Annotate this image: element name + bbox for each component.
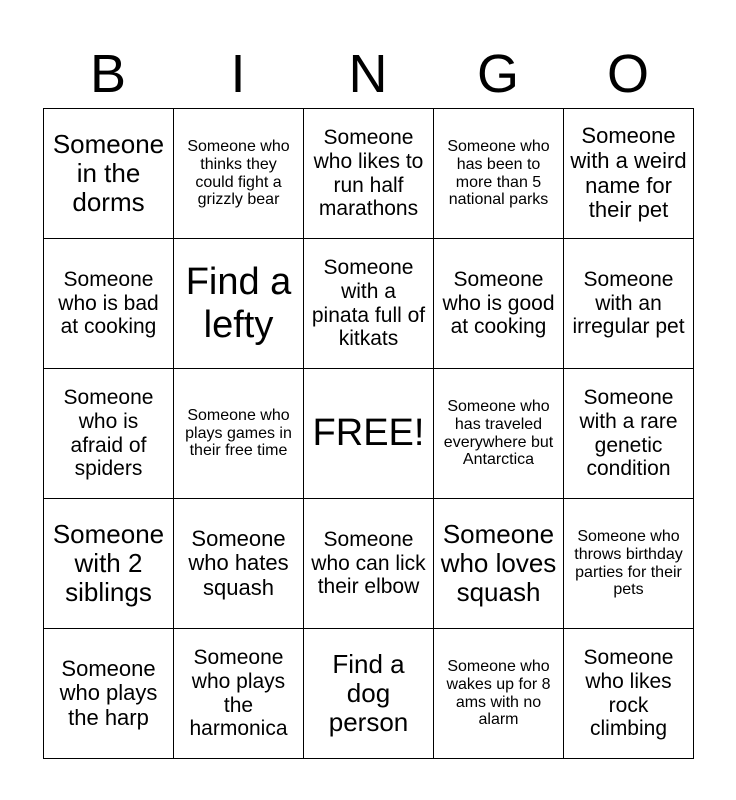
bingo-cell[interactable]: Someone with a pinata full of kitkats (304, 239, 434, 369)
bingo-header (43, 40, 693, 108)
free-space[interactable]: FREE! (304, 369, 434, 499)
board-row (44, 239, 694, 369)
bingo-cell[interactable]: Someone who hates squash (174, 499, 304, 629)
header-letter-i: I (230, 44, 246, 104)
bingo-cell[interactable]: Someone in the dorms (44, 109, 174, 239)
board-row (44, 499, 694, 629)
bingo-board (43, 108, 694, 759)
board-row (44, 629, 694, 759)
bingo-cell[interactable]: Someone who throws birthday parties for their pets (564, 499, 694, 629)
bingo-cell[interactable]: Someone who likes rock climbing (564, 629, 694, 759)
bingo-cell[interactable]: Someone who plays the harp (44, 629, 174, 759)
bingo-cell[interactable]: Someone who is good at cooking (434, 239, 564, 369)
bingo-cell[interactable]: Someone who is bad at cooking (44, 239, 174, 369)
header-letter-g: G (476, 44, 519, 104)
bingo-cell[interactable]: Find a lefty (174, 239, 304, 369)
bingo-cell[interactable]: Someone with an irregular pet (564, 239, 694, 369)
bingo-cell[interactable]: Someone who loves squash (434, 499, 564, 629)
bingo-cell[interactable]: Someone with a weird name for their pet (564, 109, 694, 239)
bingo-cell[interactable]: Someone who thinks they could fight a grizzly bear (174, 109, 304, 239)
bingo-cell[interactable]: Someone with a rare genetic condition (564, 369, 694, 499)
header-letter-n: N (348, 44, 388, 104)
header-letter-o: O (606, 44, 649, 104)
bingo-cell[interactable]: Someone who can lick their elbow (304, 499, 434, 629)
bingo-cell[interactable]: Someone who plays the harmonica (174, 629, 304, 759)
bingo-cell[interactable]: Someone who likes to run half marathons (304, 109, 434, 239)
bingo-cell[interactable]: Someone with 2 siblings (44, 499, 174, 629)
bingo-cell[interactable]: Find a dog person (304, 629, 434, 759)
board-row (44, 369, 694, 499)
board-row (44, 109, 694, 239)
bingo-cell[interactable]: Someone who has been to more than 5 national parks (434, 109, 564, 239)
header-letter-b: B (89, 44, 127, 104)
bingo-cell[interactable]: Someone who plays games in their free time (174, 369, 304, 499)
bingo-cell[interactable]: Someone who is afraid of spiders (44, 369, 174, 499)
bingo-cell[interactable]: Someone who wakes up for 8 ams with no alarm (434, 629, 564, 759)
bingo-cell[interactable]: Someone who has traveled everywhere but Antarctica (434, 369, 564, 499)
